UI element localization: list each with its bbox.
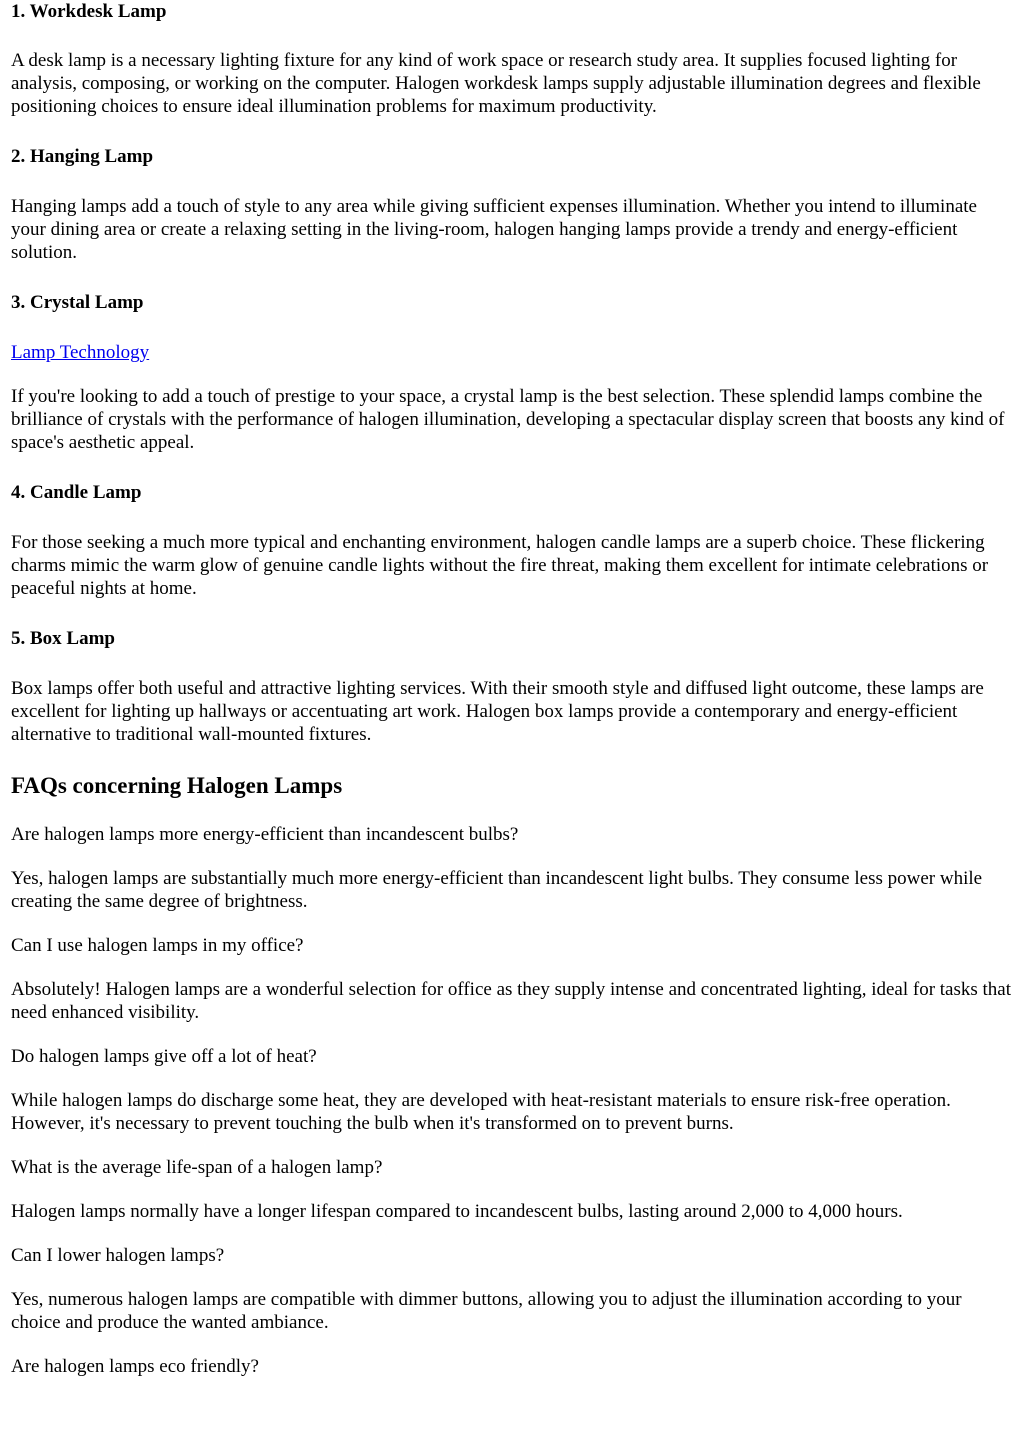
faq-answer: Yes, numerous halogen lamps are compatible with dimmer buttons, allowing you to adjust the illumination according to your choice and produce the wanted ambiance. bbox=[11, 1289, 962, 1333]
section-heading-crystal-lamp: 3. Crystal Lamp bbox=[11, 292, 144, 313]
faq-answer: Halogen lamps normally have a longer lifespan compared to incandescent bulbs, lasting around 2,000 to 4,000 hours. bbox=[11, 1201, 903, 1222]
section-heading-box-lamp: 5. Box Lamp bbox=[11, 628, 115, 649]
section-body-candle-lamp: For those seeking a much more typical and enchanting environment, halogen candle lamps are a superb choice. These flickering charms mimic the warm glow of genuine candle lights without the fire threat, making them excellent for intimate celebrations or peaceful nights at home. bbox=[11, 532, 989, 599]
faq-question: What is the average life-span of a halogen lamp? bbox=[11, 1157, 383, 1178]
section-heading-candle-lamp: 4. Candle Lamp bbox=[11, 482, 142, 503]
section-body-workdesk-lamp: A desk lamp is a necessary lighting fixture for any kind of work space or research study area. It supplies focused lighting for analysis, composing, or working on the computer. Halogen workdesk lamps supply adjustable illumination degrees and flexible positioning choices to ensure ideal illumination problems for maximum productivity. bbox=[11, 50, 981, 117]
section-heading-workdesk-lamp: 1. Workdesk Lamp bbox=[11, 1, 167, 22]
faq-question: Can I use halogen lamps in my office? bbox=[11, 935, 304, 956]
section-heading-hanging-lamp: 2. Hanging Lamp bbox=[11, 146, 154, 167]
link-paragraph bbox=[11, 341, 1013, 364]
faq-title: FAQs concerning Halogen Lamps bbox=[11, 773, 343, 798]
faq-question: Are halogen lamps eco friendly? bbox=[11, 1356, 259, 1377]
faq-question: Are halogen lamps more energy-efficient than incandescent bulbs? bbox=[11, 824, 519, 845]
faq-answer: While halogen lamps do discharge some heat, they are developed with heat-resistant materials to ensure risk-free operation. However, it's necessary to prevent touching the bulb when it's transformed on to prevent burns. bbox=[11, 1090, 951, 1134]
faq-question: Can I lower halogen lamps? bbox=[11, 1245, 225, 1266]
lamp-technology-link[interactable]: Lamp Technology bbox=[11, 342, 150, 363]
section-body-hanging-lamp: Hanging lamps add a touch of style to any area while giving sufficient expenses illumination. Whether you intend to illuminate your dining area or create a relaxing setting in the living-room, halogen hanging lamps provide a trendy and energy-efficient solution. bbox=[11, 196, 977, 263]
faq-question: Do halogen lamps give off a lot of heat? bbox=[11, 1046, 317, 1067]
section-body-box-lamp: Box lamps offer both useful and attractive lighting services. With their smooth style and diffused light outcome, these lamps are excellent for lighting up hallways or accentuating art work. Halogen box lamps provide a contemporary and energy-efficient alternative to traditional wall-mounted fixtures. bbox=[11, 678, 984, 745]
article bbox=[0, 1, 1024, 1378]
section-body-crystal-lamp: If you're looking to add a touch of prestige to your space, a crystal lamp is the best selection. These splendid lamps combine the brilliance of crystals with the performance of halogen illumination, developing a spectacular display screen that boosts any kind of space's aesthetic appeal. bbox=[11, 386, 1005, 453]
faq-answer: Yes, halogen lamps are substantially much more energy-efficient than incandescent light bulbs. They consume less power while creating the same degree of brightness. bbox=[11, 868, 983, 912]
faq-answer: Absolutely! Halogen lamps are a wonderful selection for office as they supply intense and concentrated lighting, ideal for tasks that need enhanced visibility. bbox=[11, 979, 1012, 1023]
